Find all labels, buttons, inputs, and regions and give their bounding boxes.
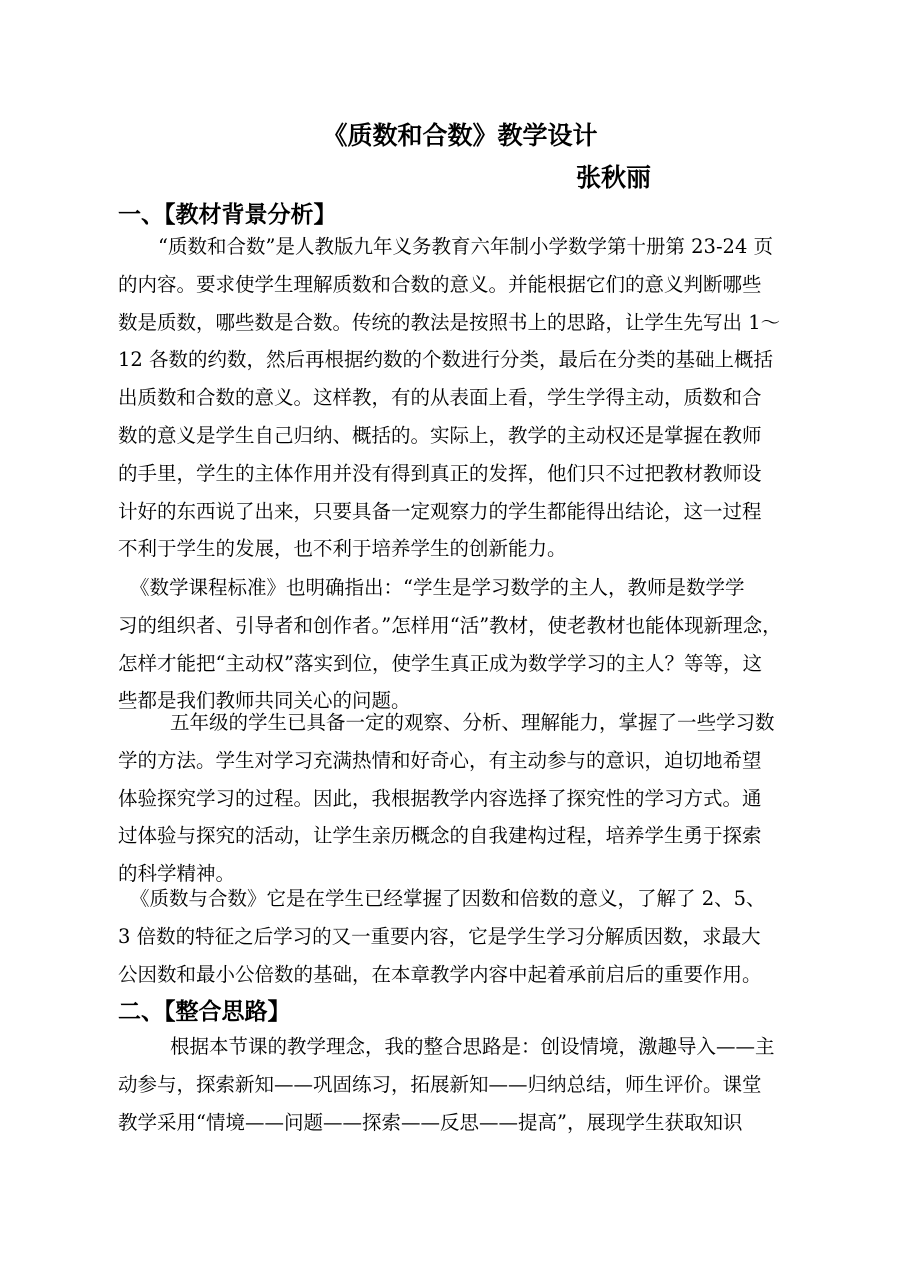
paragraph-background-2: [118, 569, 782, 720]
text-line: 数的意义是学生自己归纳、概括的。实际上，教学的主动权还是掌握在教师: [118, 423, 762, 447]
text-line: 《数学课程标准》也明确指出：“学生是学习数学的主人，教师是数学学: [130, 576, 745, 599]
text-line: 12 各数的约数，然后再根据约数的个数进行分类，最后在分类的基础上概括: [118, 348, 774, 372]
section-heading-background-analysis: 一、【教材背景分析】: [118, 201, 337, 228]
text-line: 的手里，学生的主体作用并没有得到真正的发挥，他们只不过把教材教师设: [118, 461, 762, 485]
text-line: 怎样才能把“主动权”落实到位，使学生真正成为数学学习的主人？等等，这: [118, 651, 762, 675]
text-line: 过体验与探究的活动，让学生亲历概念的自我建构过程，培养学生勇于探索: [118, 824, 762, 848]
text-line: 计好的东西说了出来，只要具备一定观察力的学生都能得出结论，这一过程: [118, 499, 762, 523]
text-line: 五年级的学生已具备一定的观察、分析、理解能力，掌握了一些学习数: [170, 711, 775, 734]
text-line: 习的组织者、引导者和创作者。”怎样用“活”教材，使老教材也能体现新理念，: [118, 613, 782, 637]
text-line: 出质数和合数的意义。这样教，有的从表面上看，学生学得主动，质数和合: [118, 386, 762, 410]
text-line: 的科学精神。: [118, 862, 236, 886]
text-line: 些都是我们教师共同关心的问题。: [118, 689, 411, 713]
text-line: 3 倍数的特征之后学习的又一重要内容，它是学生学习分解质因数，求最大: [118, 924, 761, 948]
author-name: 张秋丽: [576, 163, 652, 192]
text-line: 根据本节课的教学理念，我的整合思路是：创设情境，激趣导入——主: [170, 1035, 775, 1058]
paragraph-background-3: [118, 704, 778, 893]
text-line: 《质数与合数》它是在学生已经掌握了因数和倍数的意义，了解了 2、5、: [130, 887, 766, 910]
text-line: 体验探究学习的过程。因此，我根据教学内容选择了探究性的学习方式。通: [118, 786, 762, 810]
paragraph-background-4: [118, 880, 778, 993]
text-line: 的内容。要求使学生理解质数和合数的意义。并能根据它们的意义判断哪些: [118, 272, 762, 296]
text-line: “质数和合数”是人教版九年义务教育六年制小学数学第十册第 23-24 页: [158, 235, 774, 258]
text-line: 数是质数，哪些数是合数。传统的教法是按照书上的思路，让学生先写出 1～: [118, 310, 781, 334]
text-line: 学的方法。学生对学习充满热情和好奇心，有主动参与的意识，迫切地希望: [118, 748, 762, 772]
document-title: 《质数和合数》教学设计: [322, 121, 598, 150]
text-line: 教学采用“情境——问题——探索——反思——提高”，展现学生获取知识: [118, 1110, 743, 1134]
section-heading-integration-approach: 二、【整合思路】: [118, 998, 291, 1025]
text-line: 公因数和最小公倍数的基础，在本章教学内容中起着承前启后的重要作用。: [118, 962, 762, 986]
paragraph-integration-1: [118, 1028, 778, 1141]
paragraph-background-1: [118, 228, 781, 568]
text-line: 不利于学生的发展，也不利于培养学生的创新能力。: [118, 537, 567, 561]
text-line: 动参与，探索新知——巩固练习，拓展新知——归纳总结，师生评价。课堂: [118, 1072, 762, 1096]
